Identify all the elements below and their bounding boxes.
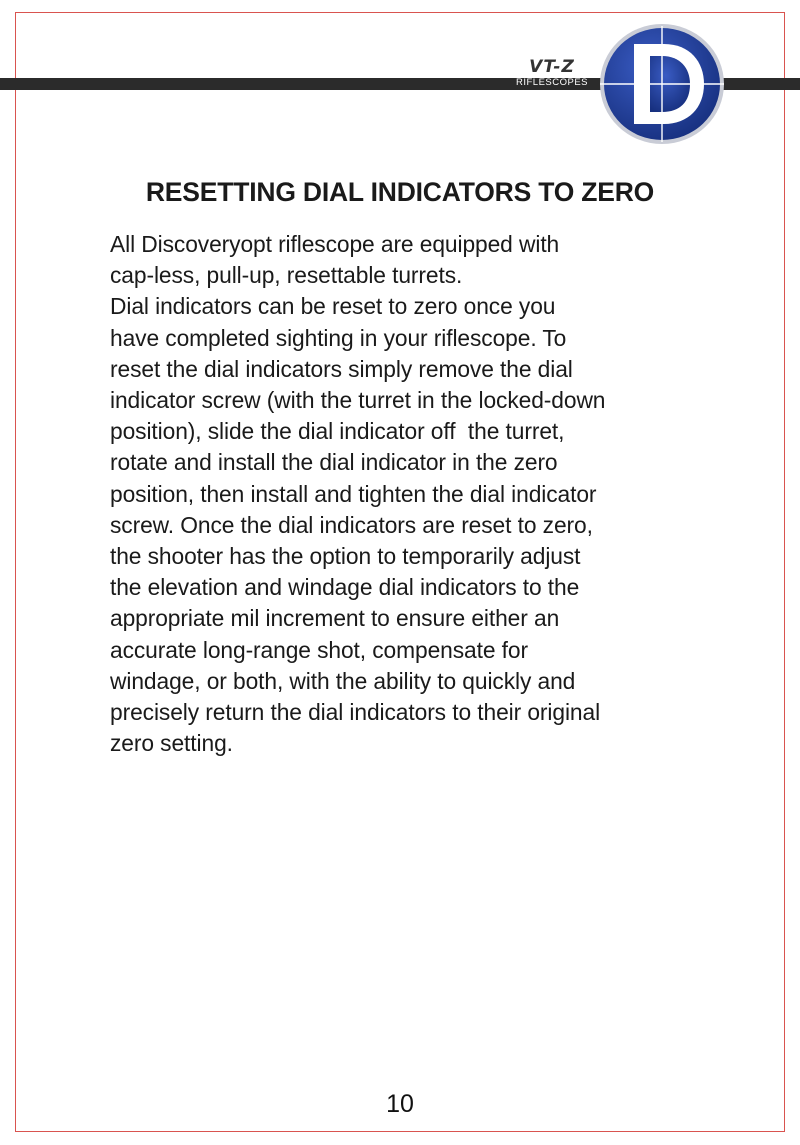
body-paragraph bbox=[110, 229, 710, 759]
paragraph-line: position, then install and tighten the dial indicator bbox=[110, 480, 597, 507]
discovery-logo-icon bbox=[598, 22, 726, 146]
paragraph-line: reset the dial indicators simply remove the dial bbox=[110, 355, 573, 382]
paragraph-line: cap-less, pull-up, resettable turrets. bbox=[110, 262, 463, 289]
brand-wordmark bbox=[502, 58, 602, 89]
brand-name: VT-Z bbox=[529, 57, 575, 77]
paragraph-line: indicator screw (with the turret in the locked-down bbox=[110, 387, 606, 414]
paragraph-line: have completed sighting in your riflescope. To bbox=[110, 324, 567, 351]
paragraph-line: accurate long-range shot, compensate for bbox=[110, 636, 528, 663]
brand-subtitle: RIFLESCOPES bbox=[515, 77, 589, 88]
paragraph-line: the elevation and windage dial indicators to the bbox=[110, 574, 580, 601]
paragraph-line: appropriate mil increment to ensure either an bbox=[110, 605, 560, 632]
page-title: RESETTING DIAL INDICATORS TO ZERO bbox=[145, 177, 655, 207]
paragraph-line: screw. Once the dial indicators are reset to zero, bbox=[110, 511, 593, 538]
paragraph-line: position), slide the dial indicator off the turret, bbox=[110, 418, 565, 445]
paragraph-line: precisely return the dial indicators to their original bbox=[110, 699, 601, 726]
paragraph-line: rotate and install the dial indicator in the zero bbox=[110, 449, 558, 476]
paragraph-line: All Discoveryopt riflescope are equipped with bbox=[110, 231, 560, 257]
page-number: 10 bbox=[386, 1090, 414, 1118]
paragraph-line: Dial indicators can be reset to zero once you bbox=[110, 293, 556, 320]
paragraph-line: windage, or both, with the ability to quickly and bbox=[110, 667, 576, 694]
paragraph-line: zero setting. bbox=[110, 730, 233, 757]
paragraph-line: the shooter has the option to temporarily adjust bbox=[110, 543, 581, 570]
